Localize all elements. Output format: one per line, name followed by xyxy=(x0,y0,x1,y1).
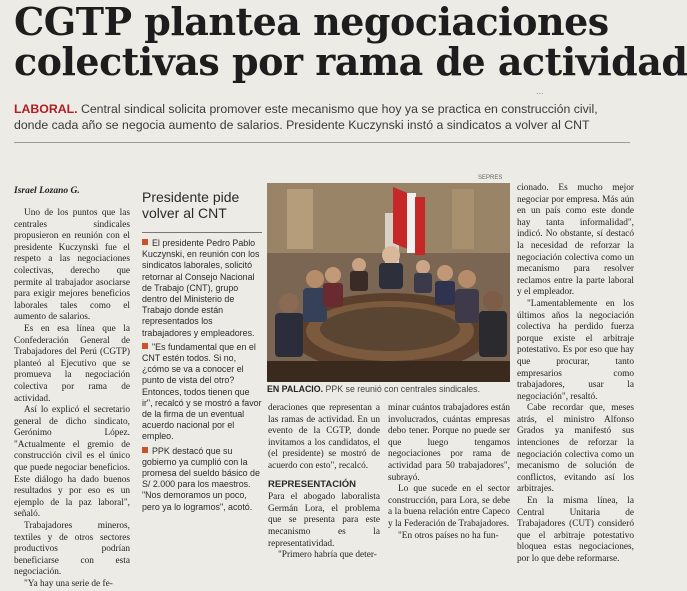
photo-caption xyxy=(267,384,510,394)
sidebar-item-text: "Es fundamental que en el CNT estén todos. Si no, ¿cómo se va a conocer el punto de vista del otro? Entonces, todos tienen que ir", recalcó y se mostró a favor de la firma de un eventual acuerdo nacional por el empleo. xyxy=(142,341,262,442)
article-headline xyxy=(14,0,687,84)
paragraph: Uno de los puntos que las centrales sindicales propusieron en reunión con el presidente Kuczynski fue el respeto a las negociaciones colectivas, derecho que permite al trabajador asociarse para exigir mejores beneficios laborales tales como el aumento de salarios. xyxy=(14,208,130,323)
header-divider xyxy=(14,142,630,143)
section-tag: LABORAL. xyxy=(14,102,78,116)
deck-text: Central sindical solicita promover este mecanismo que hoy ya se practica en construcción civil, donde cada año se negocia aumento de salarios. Presidente Kuczynski instó a sindicatos a volver al CNT xyxy=(14,102,598,132)
paragraph: Lo que sucede en el sector construcción, para Lora, se debe a la buena relación entre Capeco y la Federación de Trabajadores. xyxy=(388,484,510,529)
meeting-illustration xyxy=(267,183,510,382)
paragraph: "Lamentablemente en los últimos años la negociación colectiva ha perdido fuerza porque existe el arbitraje potestativo. Es por eso que hay que procurar, tanto empresarios como trabajadores, usar la negociación", resaltó. xyxy=(517,298,634,402)
byline: Israel Lozano G. xyxy=(14,186,80,196)
paragraph: minar cuántos trabajadores están involucrados, cuántas empresas debo tener. Porque no puede ser que luego tengamos negociaciones por rama de actividad para 50 trabajadores", subrayó. xyxy=(388,403,510,483)
article-column-4 xyxy=(388,403,510,542)
article-column-3 xyxy=(268,403,380,562)
paragraph: deraciones que representan a las ramas de actividad. En un evento de la CGTP, donde invitamos a los candidatos, el (el presidente) se mostró de acuerdo con esto", recalcó. xyxy=(268,403,380,471)
sidebar-item-text: El presidente Pedro Pablo Kuczynski, en reunión con los sindicatos laborales, solicitó retornar al Consejo Nacional de Trabajo (CNT), grupo dentro del Ministerio de Trabajo donde están representados los trabajadores y empleadores. xyxy=(142,238,260,338)
headline-line-2: colectivas por rama de actividad xyxy=(14,39,687,84)
sidebar-divider xyxy=(142,232,262,233)
paragraph: cionado. Es mucho mejor negociar por empresa. Más aún en un país como este donde hay tanta informalidad", indicó. No obstante, sí destacó la necesidad de reforzar la negociación colectiva como un mecanismo para resolver reclamos entre la parte laboral y el empleador. xyxy=(517,183,634,298)
bullet-icon xyxy=(142,447,148,453)
article-deck xyxy=(14,101,632,133)
meeting-photo xyxy=(267,183,510,382)
sidebar-title: Presidente pide volver al CNT xyxy=(142,189,240,221)
photo-credit: SEPRES xyxy=(478,175,503,181)
paragraph: En la misma línea, la Central Unitaria de Trabajadores (CUT) consideró que el arbitraje potestativo bloquea estas negociaciones, por lo que debe reformarse. xyxy=(517,496,634,564)
paragraph: "Primero habría que deter- xyxy=(278,550,377,561)
caption-lead: EN PALACIO. xyxy=(267,384,324,394)
adjacent-page-text: ... xyxy=(536,86,544,96)
caption-text: PPK se reunió con centrales sindicales. xyxy=(325,384,481,394)
subhead-representacion: REPRESENTACIÓN xyxy=(268,478,356,490)
paragraph: Para el abogado laboralista Germán Lora, el problema que se presenta para este mecanismo es la representatividad. xyxy=(268,492,380,549)
paragraph: "En otros países no ha fun- xyxy=(398,530,499,541)
sidebar-item-text: PPK destacó que su gobierno ya cumplió con la promesa del sueldo básico de S/ 2.000 para los maestros. "Nos demoramos un poco, pero ya lo logramos", acotó. xyxy=(142,445,260,512)
paragraph: "Ya hay una serie de fe- xyxy=(24,579,113,589)
paragraph: Así lo explicó el secretario general de dicho sindicato, Gerónimo López. "Actualmente el gremio de construcción civil es el único que puede negociar beneficios. Este diálogo ha dado buenos resultados y por eso es un ejemplo de la paz laboral", señaló. xyxy=(14,405,130,520)
bullet-icon xyxy=(142,343,148,349)
sidebar-item xyxy=(142,446,262,513)
paragraph: Es en esa línea que la Confederación General de Trabajadores del Perú (CGTP) planteó al Ejecutivo que se promueva la negociación colectiva por rama de actividad. xyxy=(14,323,130,404)
sidebar-box xyxy=(142,238,262,516)
sidebar-item xyxy=(142,238,262,339)
paragraph: Cabe recordar que, meses atrás, el ministro Alfonso Grados ya manifestó sus intenciones de reforzar la negociación colectiva como un mecanismo de solución de conflictos, evitando así los arbitrajes. xyxy=(517,403,634,495)
sidebar-item xyxy=(142,342,262,443)
article-column-5 xyxy=(517,183,634,566)
paragraph: Trabajadores mineros, textiles y de otros sectores productivos podrían beneficiarse con esta negociación. xyxy=(14,521,130,578)
article-column-1 xyxy=(14,208,130,591)
bullet-icon xyxy=(142,239,148,245)
headline-line-1: CGTP plantea negociaciones xyxy=(14,0,609,44)
